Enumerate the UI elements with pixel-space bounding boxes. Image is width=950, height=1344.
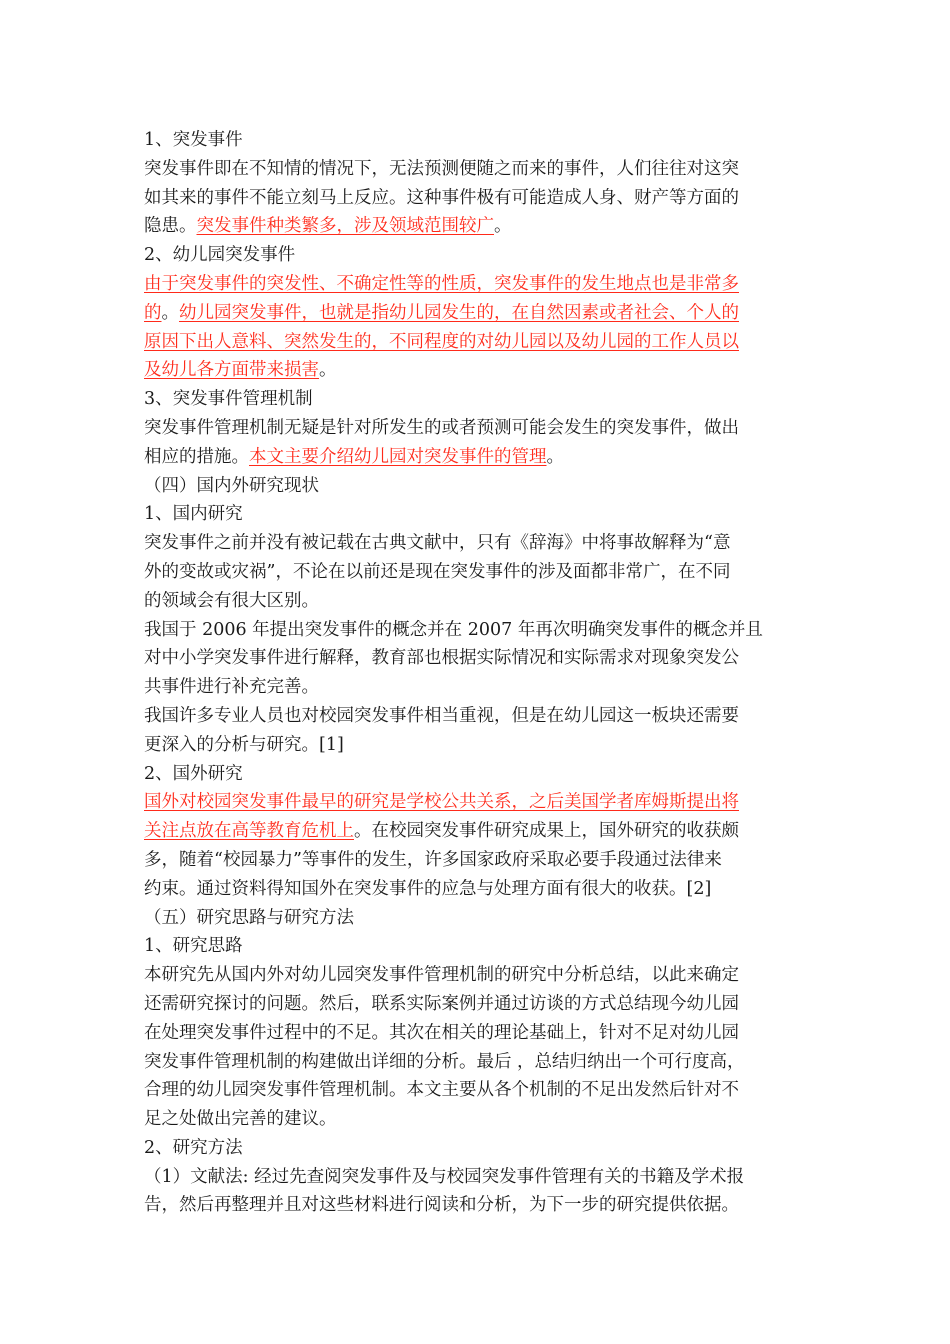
text-line — [144, 644, 810, 673]
body-text: 我国于 2006 年提出突发事件的概念并在 2007 年再次明确突发事件的概念并且 — [144, 619, 763, 640]
body-text: （1）文献法: 经过先查阅突发事件及与校园突发事件管理有关的书籍及学术报 — [144, 1166, 745, 1187]
text-line — [144, 846, 810, 875]
body-text: 隐患。 — [144, 216, 197, 237]
body-text: 。 — [161, 302, 179, 323]
highlighted-text: 突发事件种类繁多，涉及领域范围较广 — [196, 216, 494, 237]
text-line — [144, 328, 810, 357]
body-text: 突发事件管理机制无疑是针对所发生的或者预测可能会发生的突发事件，做出 — [144, 417, 739, 438]
text-line — [144, 1019, 810, 1048]
text-line — [144, 731, 810, 760]
text-line — [144, 788, 810, 817]
text-line — [144, 472, 810, 501]
body-text: 如其来的事件不能立刻马上反应。这种事件极有可能造成人身、财产等方面的 — [144, 187, 739, 208]
text-line — [144, 587, 810, 616]
text-line — [144, 212, 810, 241]
body-text: 。在校园突发事件研究成果上，国外研究的收获颇 — [354, 821, 739, 842]
body-text: 2、国外研究 — [144, 763, 243, 784]
highlighted-text: 关注点放在高等教育危机上 — [144, 821, 354, 842]
body-text: 告，然后再整理并且对这些材料进行阅读和分析，为下一步的研究提供依据。 — [144, 1195, 739, 1216]
text-line — [144, 558, 810, 587]
text-line — [144, 1163, 810, 1192]
highlighted-text: 及幼儿各方面带来损害 — [144, 360, 319, 381]
text-line — [144, 817, 810, 846]
body-text: 的领域会有很大区别。 — [144, 590, 319, 611]
highlighted-text: 国外对校园突发事件最早的研究是学校公共关系，之后美国学者库姆斯提出将 — [144, 792, 739, 813]
text-line — [144, 241, 810, 270]
body-text: 还需研究探讨的问题。然后，联系实际案例并通过访谈的方式总结现今幼儿园 — [144, 993, 739, 1014]
body-text: 1、研究思路 — [144, 936, 243, 957]
text-line — [144, 990, 810, 1019]
body-text: 。 — [319, 360, 337, 381]
body-text: 1、国内研究 — [144, 504, 243, 525]
body-text: 在处理突发事件过程中的不足。其次在相关的理论基础上，针对不足对幼儿园 — [144, 1022, 739, 1043]
body-text: 多，随着“校园暴力”等事件的发生，许多国家政府采取必要手段通过法律来 — [144, 849, 722, 870]
body-text: 共事件进行补充完善。 — [144, 677, 319, 698]
text-line — [144, 760, 810, 789]
body-text: 。 — [546, 446, 564, 467]
text-line — [144, 356, 810, 385]
body-text: 足之处做出完善的建议。 — [144, 1109, 337, 1130]
text-line — [144, 673, 810, 702]
body-text: 更深入的分析与研究。[1] — [144, 734, 344, 755]
body-text: 约束。通过资料得知国外在突发事件的应急与处理方面有很大的收获。[2] — [144, 878, 712, 899]
highlighted-text: 本文主要介绍幼儿园对突发事件的管理 — [249, 446, 547, 467]
document-body — [144, 126, 810, 1220]
body-text: 2、幼儿园突发事件 — [144, 245, 296, 266]
body-text: 我国许多专业人员也对校园突发事件相当重视，但是在幼儿园这一板块还需要 — [144, 705, 739, 726]
highlighted-text: 由于突发事件的突发性、不确定性等的性质，突发事件的发生地点也是非常多 — [144, 273, 739, 294]
body-text: 突发事件即在不知情的情况下，无法预测便随之而来的事件，人们往往对这突 — [144, 158, 739, 179]
text-line — [144, 529, 810, 558]
text-line — [144, 904, 810, 933]
highlighted-text: 幼儿园突发事件，也就是指幼儿园发生的，在自然因素或者社会、个人的 — [179, 302, 739, 323]
text-line — [144, 155, 810, 184]
text-line — [144, 1105, 810, 1134]
text-line — [144, 1191, 810, 1220]
text-line — [144, 414, 810, 443]
text-line — [144, 616, 810, 645]
text-line — [144, 500, 810, 529]
text-line — [144, 1076, 810, 1105]
text-line — [144, 702, 810, 731]
body-text: （五）研究思路与研究方法 — [144, 907, 354, 928]
body-text: （四）国内外研究现状 — [144, 475, 319, 496]
text-line — [144, 270, 810, 299]
text-line — [144, 961, 810, 990]
text-line — [144, 126, 810, 155]
text-line — [144, 184, 810, 213]
text-line — [144, 1048, 810, 1077]
body-text: 3、突发事件管理机制 — [144, 389, 313, 410]
text-line — [144, 875, 810, 904]
highlighted-text: 的 — [144, 302, 162, 323]
body-text: 外的变故或灾祸”，不论在以前还是现在突发事件的涉及面都非常广，在不同 — [144, 561, 731, 582]
body-text: 对中小学突发事件进行解释，教育部也根据实际情况和实际需求对现象突发公 — [144, 648, 739, 669]
body-text: 突发事件管理机制的构建做出详细的分析。最后 ，总结归纳出一个可行度高， — [144, 1051, 745, 1072]
highlighted-text: 原因下出人意料、突然发生的，不同程度的对幼儿园以及幼儿园的工作人员以 — [144, 331, 739, 352]
body-text: 合理的幼儿园突发事件管理机制。本文主要从各个机制的不足出发然后针对不 — [144, 1080, 739, 1101]
body-text: 。 — [494, 216, 512, 237]
text-line — [144, 932, 810, 961]
body-text: 本研究先从国内外对幼儿园突发事件管理机制的研究中分析总结，以此来确定 — [144, 965, 739, 986]
text-line — [144, 1134, 810, 1163]
text-line — [144, 385, 810, 414]
body-text: 突发事件之前并没有被记载在古典文献中，只有《辞海》中将事故解释为“意 — [144, 533, 731, 554]
body-text: 相应的措施。 — [144, 446, 249, 467]
body-text: 2、研究方法 — [144, 1137, 243, 1158]
body-text: 1、突发事件 — [144, 130, 243, 150]
text-line — [144, 443, 810, 472]
text-line — [144, 299, 810, 328]
